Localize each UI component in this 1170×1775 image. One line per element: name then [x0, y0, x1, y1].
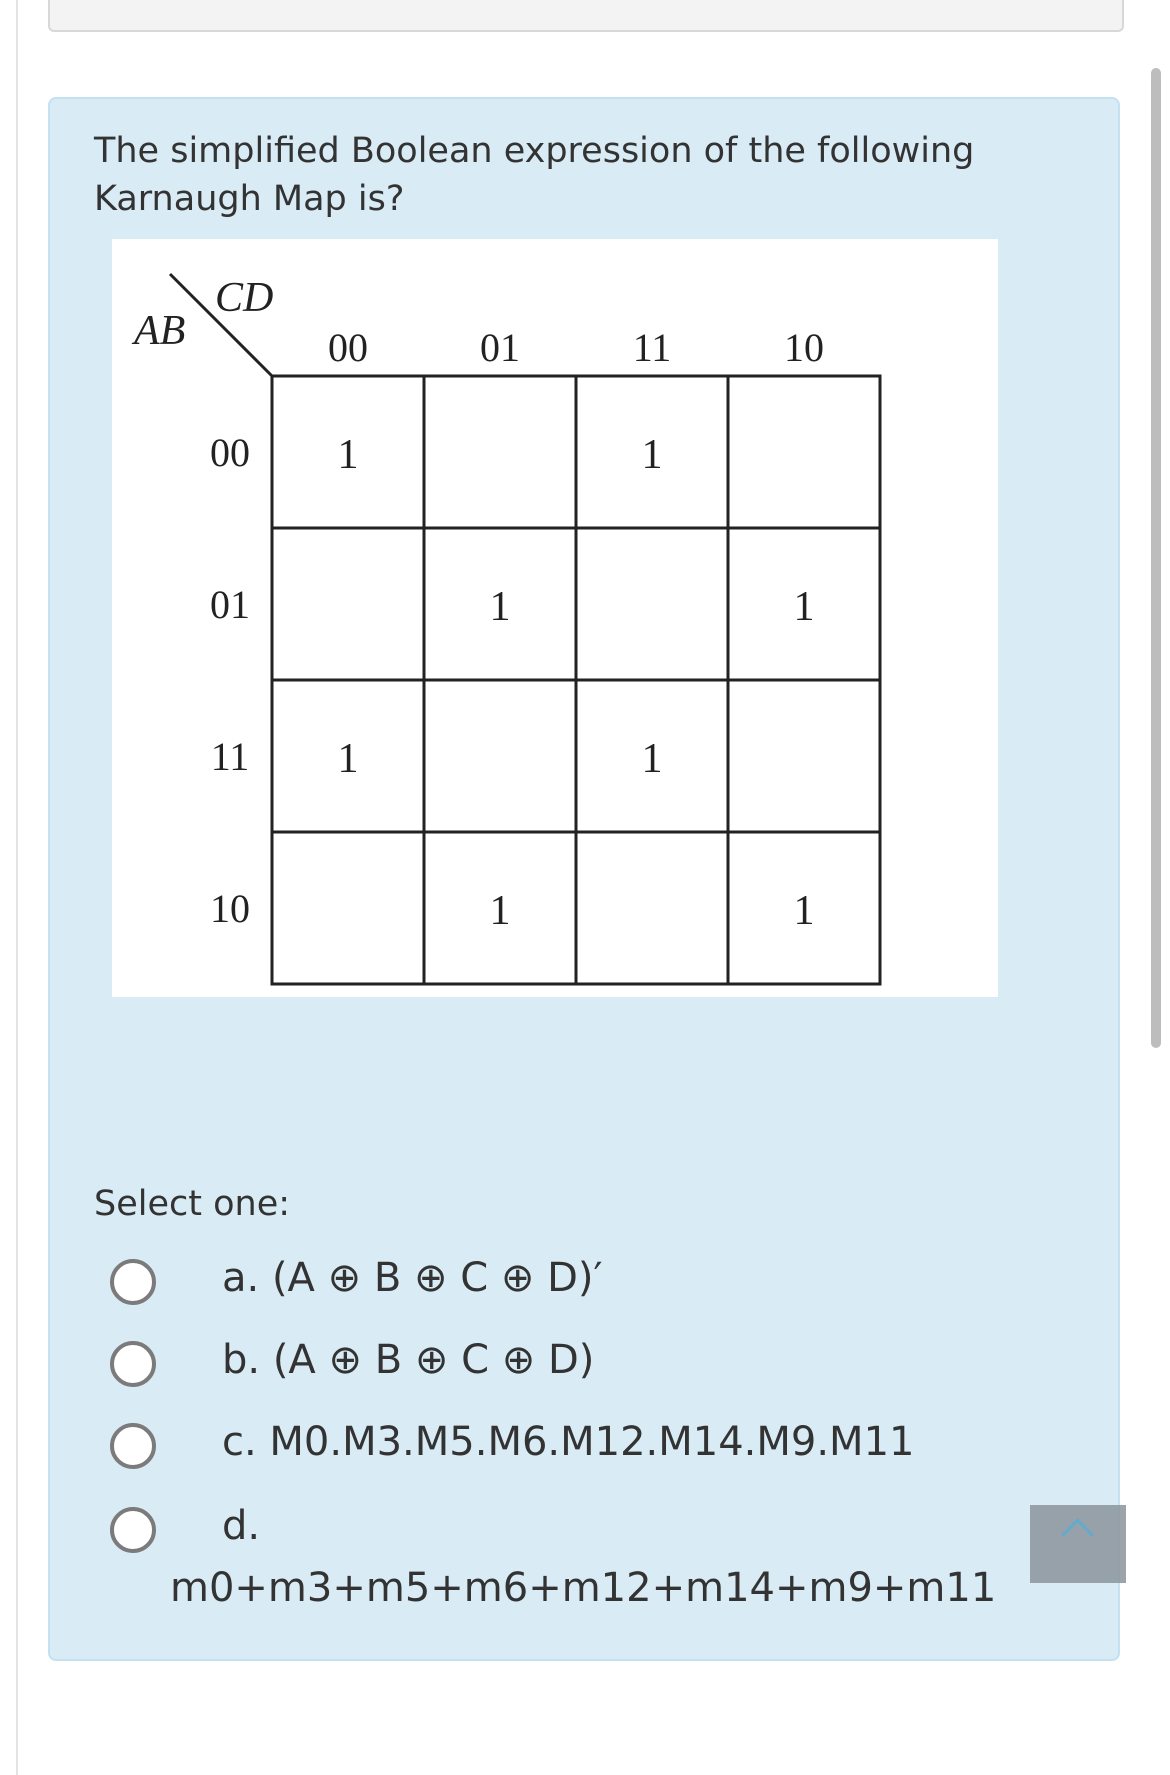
- option-d-expression: m0+m3+m5+m6+m12+m14+m9+m11: [170, 1565, 997, 1611]
- option-a-label: a. (A ⊕ B ⊕ C ⊕ D)′: [222, 1255, 603, 1301]
- kmap-row-header: 11: [210, 734, 250, 779]
- option-b-label: b. (A ⊕ B ⊕ C ⊕ D): [222, 1337, 595, 1383]
- question-box: [48, 97, 1120, 1661]
- kmap-cell-value: 1: [337, 432, 359, 478]
- back-to-top-button[interactable]: [1030, 1505, 1126, 1583]
- kmap-cell-value: 1: [641, 736, 663, 782]
- kmap-row-header: 01: [210, 582, 250, 627]
- kmap-cell-value: 1: [489, 888, 511, 934]
- kmap-col-variable: CD: [215, 275, 274, 321]
- kmap-col-header: 10: [784, 325, 824, 370]
- kmap-cell-value: 1: [793, 584, 815, 630]
- kmap-cell: [576, 528, 728, 680]
- kmap-cell: [728, 680, 880, 832]
- chevron-up-icon: [1061, 1518, 1094, 1551]
- select-one-label: Select one:: [94, 1184, 291, 1224]
- option-a-radio[interactable]: [110, 1259, 156, 1305]
- kmap-cell: [424, 680, 576, 832]
- previous-question-box: [48, 0, 1124, 32]
- option-c[interactable]: [50, 1419, 1122, 1493]
- option-a[interactable]: [50, 1255, 1122, 1329]
- kmap-col-header: 11: [632, 325, 672, 370]
- option-b[interactable]: [50, 1337, 1122, 1411]
- kmap-cell: [272, 832, 424, 984]
- kmap-cell-value: 1: [337, 736, 359, 782]
- option-c-radio[interactable]: [110, 1423, 156, 1469]
- kmap-row-variable: AB: [134, 308, 186, 354]
- option-b-radio[interactable]: [110, 1341, 156, 1387]
- kmap-row-header: 00: [210, 430, 250, 475]
- option-d-radio[interactable]: [110, 1507, 156, 1553]
- kmap-cell-value: 1: [489, 584, 511, 630]
- karnaugh-map: [112, 239, 998, 997]
- kmap-cell: [272, 528, 424, 680]
- kmap-cell-value: 1: [641, 432, 663, 478]
- option-c-label: c. M0.M3.M5.M6.M12.M14.M9.M11: [222, 1419, 915, 1465]
- kmap-cell: [576, 832, 728, 984]
- option-d-label: d.: [222, 1503, 261, 1549]
- option-d[interactable]: [50, 1503, 1122, 1627]
- kmap-cell: [728, 376, 880, 528]
- kmap-row-header: 10: [210, 886, 250, 931]
- question-text: The simplified Boolean expression of the following Karnaugh Map is?: [94, 131, 975, 219]
- kmap-col-header: 01: [480, 325, 520, 370]
- kmap-cell: [424, 376, 576, 528]
- scrollbar[interactable]: [1151, 68, 1161, 1048]
- kmap-col-header: 00: [328, 325, 368, 370]
- kmap-cell-value: 1: [793, 888, 815, 934]
